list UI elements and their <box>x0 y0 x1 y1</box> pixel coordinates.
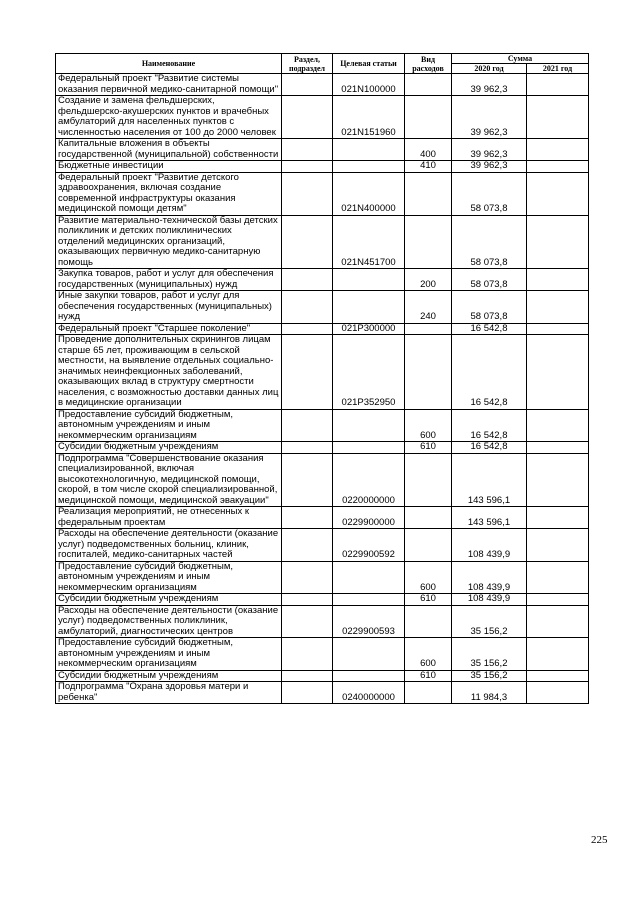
table-row <box>56 605 589 638</box>
row-expense-type: 200 <box>405 269 452 291</box>
row-target-code: 021N451700 <box>333 215 405 269</box>
row-amount-2020: 16 542,8 <box>452 409 527 442</box>
table-row <box>56 409 589 442</box>
row-amount-2020: 108 439,9 <box>452 529 527 562</box>
row-amount-2020: 39 962,3 <box>452 139 527 161</box>
row-expense-type: 400 <box>405 139 452 161</box>
row-name: Предоставление субсидий бюджетным, автономным учреждениям и иным некоммерческим организациям <box>56 409 282 442</box>
table-row <box>56 291 589 324</box>
row-target-code: 021P300000 <box>333 323 405 335</box>
table-row <box>56 161 589 173</box>
row-name: Иные закупки товаров, работ и услуг для обеспечения государственных (муниципальных) нужд <box>56 291 282 324</box>
table-row <box>56 269 589 291</box>
row-amount-2021 <box>527 594 589 606</box>
row-expense-type <box>405 323 452 335</box>
row-target-code: 0229900000 <box>333 507 405 529</box>
row-target-code: 021P352950 <box>333 335 405 410</box>
row-section <box>282 323 333 335</box>
row-amount-2020: 39 962,3 <box>452 161 527 173</box>
row-amount-2021 <box>527 638 589 671</box>
row-section <box>282 670 333 682</box>
row-amount-2020: 143 596,1 <box>452 507 527 529</box>
row-name: Реализация мероприятий, не отнесенных к федеральным проектам <box>56 507 282 529</box>
row-amount-2020: 16 542,8 <box>452 442 527 454</box>
row-amount-2021 <box>527 172 589 215</box>
row-target-code: 0220000000 <box>333 453 405 507</box>
row-name: Предоставление субсидий бюджетным, автономным учреждениям и иным некоммерческим организациям <box>56 638 282 671</box>
header-name: Наименование <box>56 54 282 74</box>
row-amount-2021 <box>527 161 589 173</box>
row-section <box>282 682 333 704</box>
row-expense-type: 610 <box>405 594 452 606</box>
row-expense-type <box>405 74 452 96</box>
budget-table <box>55 53 589 704</box>
row-amount-2020: 58 073,8 <box>452 172 527 215</box>
row-amount-2020: 39 962,3 <box>452 96 527 139</box>
row-name: Федеральный проект "Старшее поколение" <box>56 323 282 335</box>
table-row <box>56 670 589 682</box>
row-amount-2021 <box>527 605 589 638</box>
row-section <box>282 161 333 173</box>
header-row <box>56 54 589 64</box>
row-expense-type <box>405 682 452 704</box>
row-expense-type <box>405 453 452 507</box>
row-amount-2021 <box>527 335 589 410</box>
row-amount-2021 <box>527 529 589 562</box>
header-sum: Сумма <box>452 54 589 64</box>
row-amount-2021 <box>527 442 589 454</box>
row-section <box>282 529 333 562</box>
row-target-code: 0240000000 <box>333 682 405 704</box>
row-target-code: 021N100000 <box>333 74 405 96</box>
row-name: Капитальные вложения в объекты государственной (муниципальной) собственности <box>56 139 282 161</box>
row-amount-2020: 35 156,2 <box>452 638 527 671</box>
row-name: Подпрограмма "Совершенствование оказания специализированной, включая высокотехнологичную, медицинской помощи, скорой, в том числе скорой специализированной, медицинской помощи, медицинской эвакуации" <box>56 453 282 507</box>
row-section <box>282 269 333 291</box>
table-row <box>56 594 589 606</box>
row-name: Федеральный проект "Развитие детского здравоохранения, включая создание современной инфраструктуры оказания медицинской помощи детям" <box>56 172 282 215</box>
row-amount-2020: 58 073,8 <box>452 269 527 291</box>
table-row <box>56 529 589 562</box>
row-name: Проведение дополнительных скринингов лицам старше 65 лет, проживающим в сельской местности, на выявление отдельных социально-значимых неинфекционных заболеваний, оказывающих вклад в структуру смертности населения, с возможностью доставки данных лиц в медицинские организации <box>56 335 282 410</box>
row-target-code: 021N151960 <box>333 96 405 139</box>
table-row <box>56 96 589 139</box>
page-number: 225 <box>591 834 608 846</box>
row-amount-2020: 39 962,3 <box>452 74 527 96</box>
row-amount-2020: 108 439,9 <box>452 561 527 594</box>
row-expense-type <box>405 529 452 562</box>
row-expense-type: 610 <box>405 442 452 454</box>
row-section <box>282 215 333 269</box>
row-section <box>282 172 333 215</box>
header-year-2020: 2020 год <box>452 64 527 74</box>
row-name: Подпрограмма "Охрана здоровья матери и ребенка" <box>56 682 282 704</box>
row-name: Расходы на обеспечение деятельности (оказание услуг) подведомственных больниц, клиник, госпиталей, медико-санитарных частей <box>56 529 282 562</box>
table-row <box>56 139 589 161</box>
row-amount-2021 <box>527 74 589 96</box>
row-target-code <box>333 269 405 291</box>
row-expense-type <box>405 96 452 139</box>
table-row <box>56 682 589 704</box>
row-target-code <box>333 594 405 606</box>
row-amount-2021 <box>527 323 589 335</box>
table-body <box>56 74 589 704</box>
table-row <box>56 172 589 215</box>
row-target-code <box>333 139 405 161</box>
row-expense-type <box>405 507 452 529</box>
row-amount-2021 <box>527 409 589 442</box>
row-section <box>282 594 333 606</box>
row-name: Субсидии бюджетным учреждениям <box>56 442 282 454</box>
row-amount-2021 <box>527 453 589 507</box>
row-amount-2021 <box>527 269 589 291</box>
row-name: Субсидии бюджетным учреждениям <box>56 594 282 606</box>
row-amount-2020: 108 439,9 <box>452 594 527 606</box>
row-name: Бюджетные инвестиции <box>56 161 282 173</box>
row-name: Закупка товаров, работ и услуг для обеспечения государственных (муниципальных) нужд <box>56 269 282 291</box>
row-expense-type: 600 <box>405 409 452 442</box>
row-amount-2021 <box>527 215 589 269</box>
row-expense-type: 600 <box>405 638 452 671</box>
row-name: Субсидии бюджетным учреждениям <box>56 670 282 682</box>
row-amount-2021 <box>527 139 589 161</box>
row-target-code <box>333 561 405 594</box>
row-expense-type <box>405 215 452 269</box>
row-section <box>282 96 333 139</box>
row-section <box>282 409 333 442</box>
row-target-code <box>333 291 405 324</box>
table-row <box>56 561 589 594</box>
header-year-2021: 2021 год <box>527 64 589 74</box>
row-amount-2021 <box>527 507 589 529</box>
row-expense-type: 410 <box>405 161 452 173</box>
row-target-code: 0229900592 <box>333 529 405 562</box>
row-amount-2020: 16 542,8 <box>452 335 527 410</box>
table-row <box>56 507 589 529</box>
row-section <box>282 74 333 96</box>
row-amount-2021 <box>527 670 589 682</box>
row-amount-2020: 11 984,3 <box>452 682 527 704</box>
row-name: Предоставление субсидий бюджетным, автономным учреждениям и иным некоммерческим организациям <box>56 561 282 594</box>
table-row <box>56 215 589 269</box>
table-row <box>56 453 589 507</box>
row-section <box>282 507 333 529</box>
row-target-code <box>333 638 405 671</box>
row-section <box>282 638 333 671</box>
table-row <box>56 74 589 96</box>
row-target-code <box>333 442 405 454</box>
row-amount-2021 <box>527 96 589 139</box>
table-row <box>56 323 589 335</box>
row-expense-type: 240 <box>405 291 452 324</box>
row-section <box>282 139 333 161</box>
row-expense-type: 610 <box>405 670 452 682</box>
table-row <box>56 335 589 410</box>
header-section: Раздел, подраздел <box>282 54 333 74</box>
row-name: Развитие материально-технической базы детских поликлиник и детских поликлинических отделений медицинских организаций, оказывающих первичную медико-санитарную помощь <box>56 215 282 269</box>
table-row <box>56 638 589 671</box>
header-type: Вид расходов <box>405 54 452 74</box>
row-section <box>282 335 333 410</box>
row-name: Создание и замена фельдшерских, фельдшерско-акушерских пунктов и врачебных амбулаторий для населенных пунктов с численностью населения от 100 до 2000 человек <box>56 96 282 139</box>
row-amount-2021 <box>527 561 589 594</box>
row-name: Расходы на обеспечение деятельности (оказание услуг) подведомственных поликлиник, амбулаторий, диагностических центров <box>56 605 282 638</box>
row-section <box>282 453 333 507</box>
row-target-code <box>333 161 405 173</box>
row-section <box>282 561 333 594</box>
row-target-code: 021N400000 <box>333 172 405 215</box>
row-expense-type <box>405 172 452 215</box>
row-section <box>282 605 333 638</box>
row-amount-2020: 58 073,8 <box>452 291 527 324</box>
row-expense-type <box>405 335 452 410</box>
row-amount-2021 <box>527 291 589 324</box>
row-amount-2021 <box>527 682 589 704</box>
table-row <box>56 442 589 454</box>
row-expense-type: 600 <box>405 561 452 594</box>
row-amount-2020: 143 596,1 <box>452 453 527 507</box>
row-section <box>282 291 333 324</box>
row-amount-2020: 35 156,2 <box>452 605 527 638</box>
row-target-code <box>333 409 405 442</box>
row-amount-2020: 58 073,8 <box>452 215 527 269</box>
row-amount-2020: 35 156,2 <box>452 670 527 682</box>
row-section <box>282 442 333 454</box>
row-expense-type <box>405 605 452 638</box>
row-amount-2020: 16 542,8 <box>452 323 527 335</box>
row-target-code: 0229900593 <box>333 605 405 638</box>
row-name: Федеральный проект "Развитие системы оказания первичной медико-санитарной помощи" <box>56 74 282 96</box>
header-target: Целевая статьи <box>333 54 405 74</box>
row-target-code <box>333 670 405 682</box>
